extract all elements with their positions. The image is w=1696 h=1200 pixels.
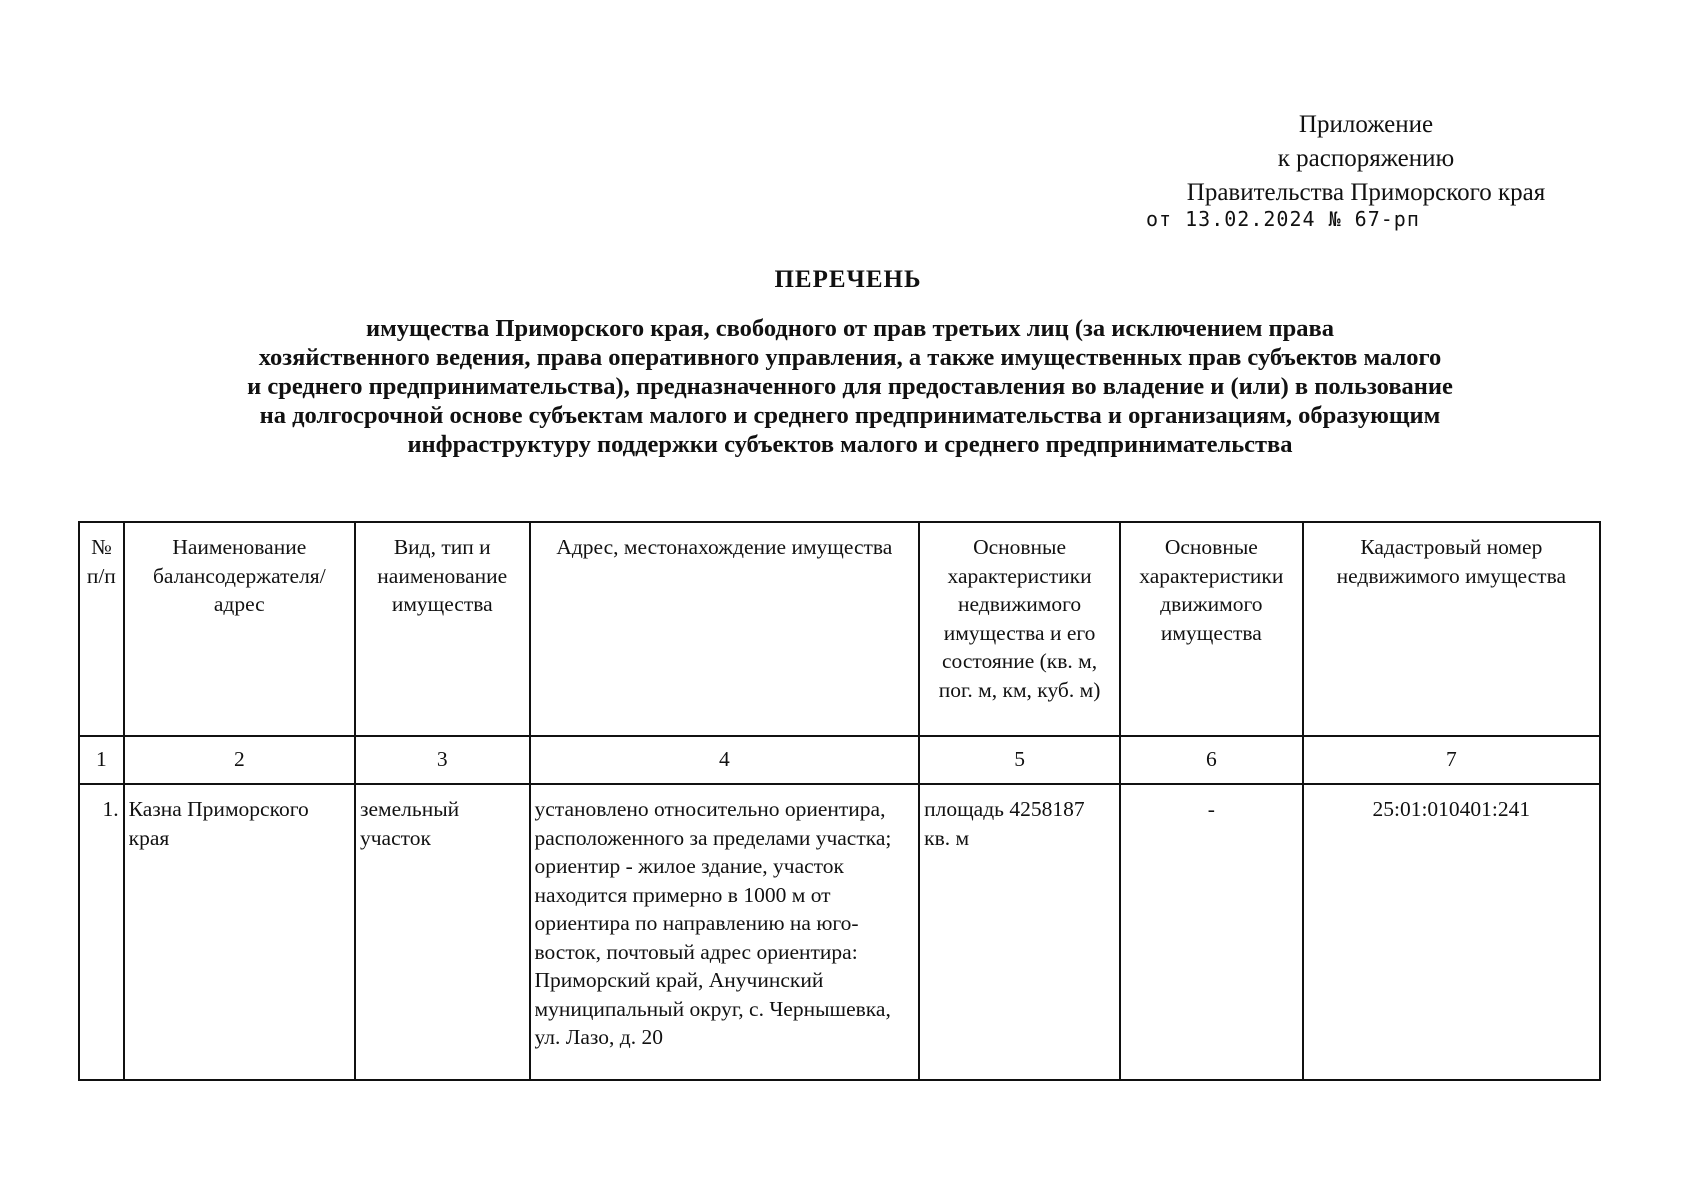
header-cell-number: № п/п xyxy=(79,522,124,736)
appendix-line-2: к распоряжению xyxy=(1277,145,1455,172)
appendix-line-3: Правительства Приморского края xyxy=(1186,179,1546,206)
subtitle-line: и среднего предпринимательства), предназначенного для предоставления во владение и (или) в пользование xyxy=(247,373,1453,400)
row-immovable-cell: площадь 4258187 кв. м xyxy=(919,784,1120,1080)
table-row xyxy=(79,784,1600,1080)
subtitle-line: хозяйственного ведения, права оперативного управления, а также имущественных прав субъектов малого xyxy=(258,344,1442,371)
subtitle-line: имущества Приморского края, свободного от прав третьих лиц (за исключением права xyxy=(365,315,1335,342)
subtitle-line: на долгосрочной основе субъектам малого и среднего предпринимательства и организациям, образующим xyxy=(259,402,1441,429)
column-number-cell: 3 xyxy=(355,736,530,784)
property-table xyxy=(78,521,1601,1081)
column-number-cell: 2 xyxy=(124,736,355,784)
header-cell-cadastral: Кадастровый номер недвижимого имущества xyxy=(1303,522,1600,736)
document-subtitle xyxy=(100,314,1600,459)
row-address-cell: установлено относительно ориентира, расположенного за пределами участка; ориентир - жилое здание, участок находится примерно в 1000 м от ориентира по направлению на юго-восток, почтовый адрес ориентира: Приморский край, Анучинский муниципальный округ, с. Чернышевка, ул. Лазо, д. 20 xyxy=(530,784,920,1080)
document-title: ПЕРЕЧЕНЬ xyxy=(774,266,922,293)
column-number-cell: 7 xyxy=(1303,736,1600,784)
row-cadastral-cell: 25:01:010401:241 xyxy=(1303,784,1600,1080)
appendix-line-1: Приложение xyxy=(1298,111,1434,138)
header-cell-movable: Основные характеристики движимого имущества xyxy=(1120,522,1303,736)
row-type-cell: земельный участок xyxy=(355,784,530,1080)
row-holder-cell: Казна Приморского края xyxy=(124,784,355,1080)
table-header-row xyxy=(79,522,1600,736)
subtitle-line: инфраструктуру поддержки субъектов малого и среднего предпринимательства xyxy=(407,431,1293,458)
header-cell-holder: Наименование балансодержателя/ адрес xyxy=(124,522,355,736)
header-cell-type: Вид, тип и наименование имущества xyxy=(355,522,530,736)
column-number-cell: 4 xyxy=(530,736,920,784)
column-number-cell: 1 xyxy=(79,736,124,784)
header-cell-immovable: Основные характеристики недвижимого имущества и его состояние (кв. м, пог. м, км, куб. м) xyxy=(919,522,1120,736)
column-number-cell: 5 xyxy=(919,736,1120,784)
property-table-wrapper xyxy=(78,521,1601,1081)
appendix-block xyxy=(1136,108,1596,232)
appendix-date-stamp: от 13.02.2024 № 67-рп xyxy=(1146,207,1420,231)
column-number-row xyxy=(79,736,1600,784)
header-cell-address: Адрес, местонахождение имущества xyxy=(530,522,920,736)
row-number-cell: 1. xyxy=(79,784,124,1080)
column-number-cell: 6 xyxy=(1120,736,1303,784)
row-movable-cell: - xyxy=(1120,784,1303,1080)
